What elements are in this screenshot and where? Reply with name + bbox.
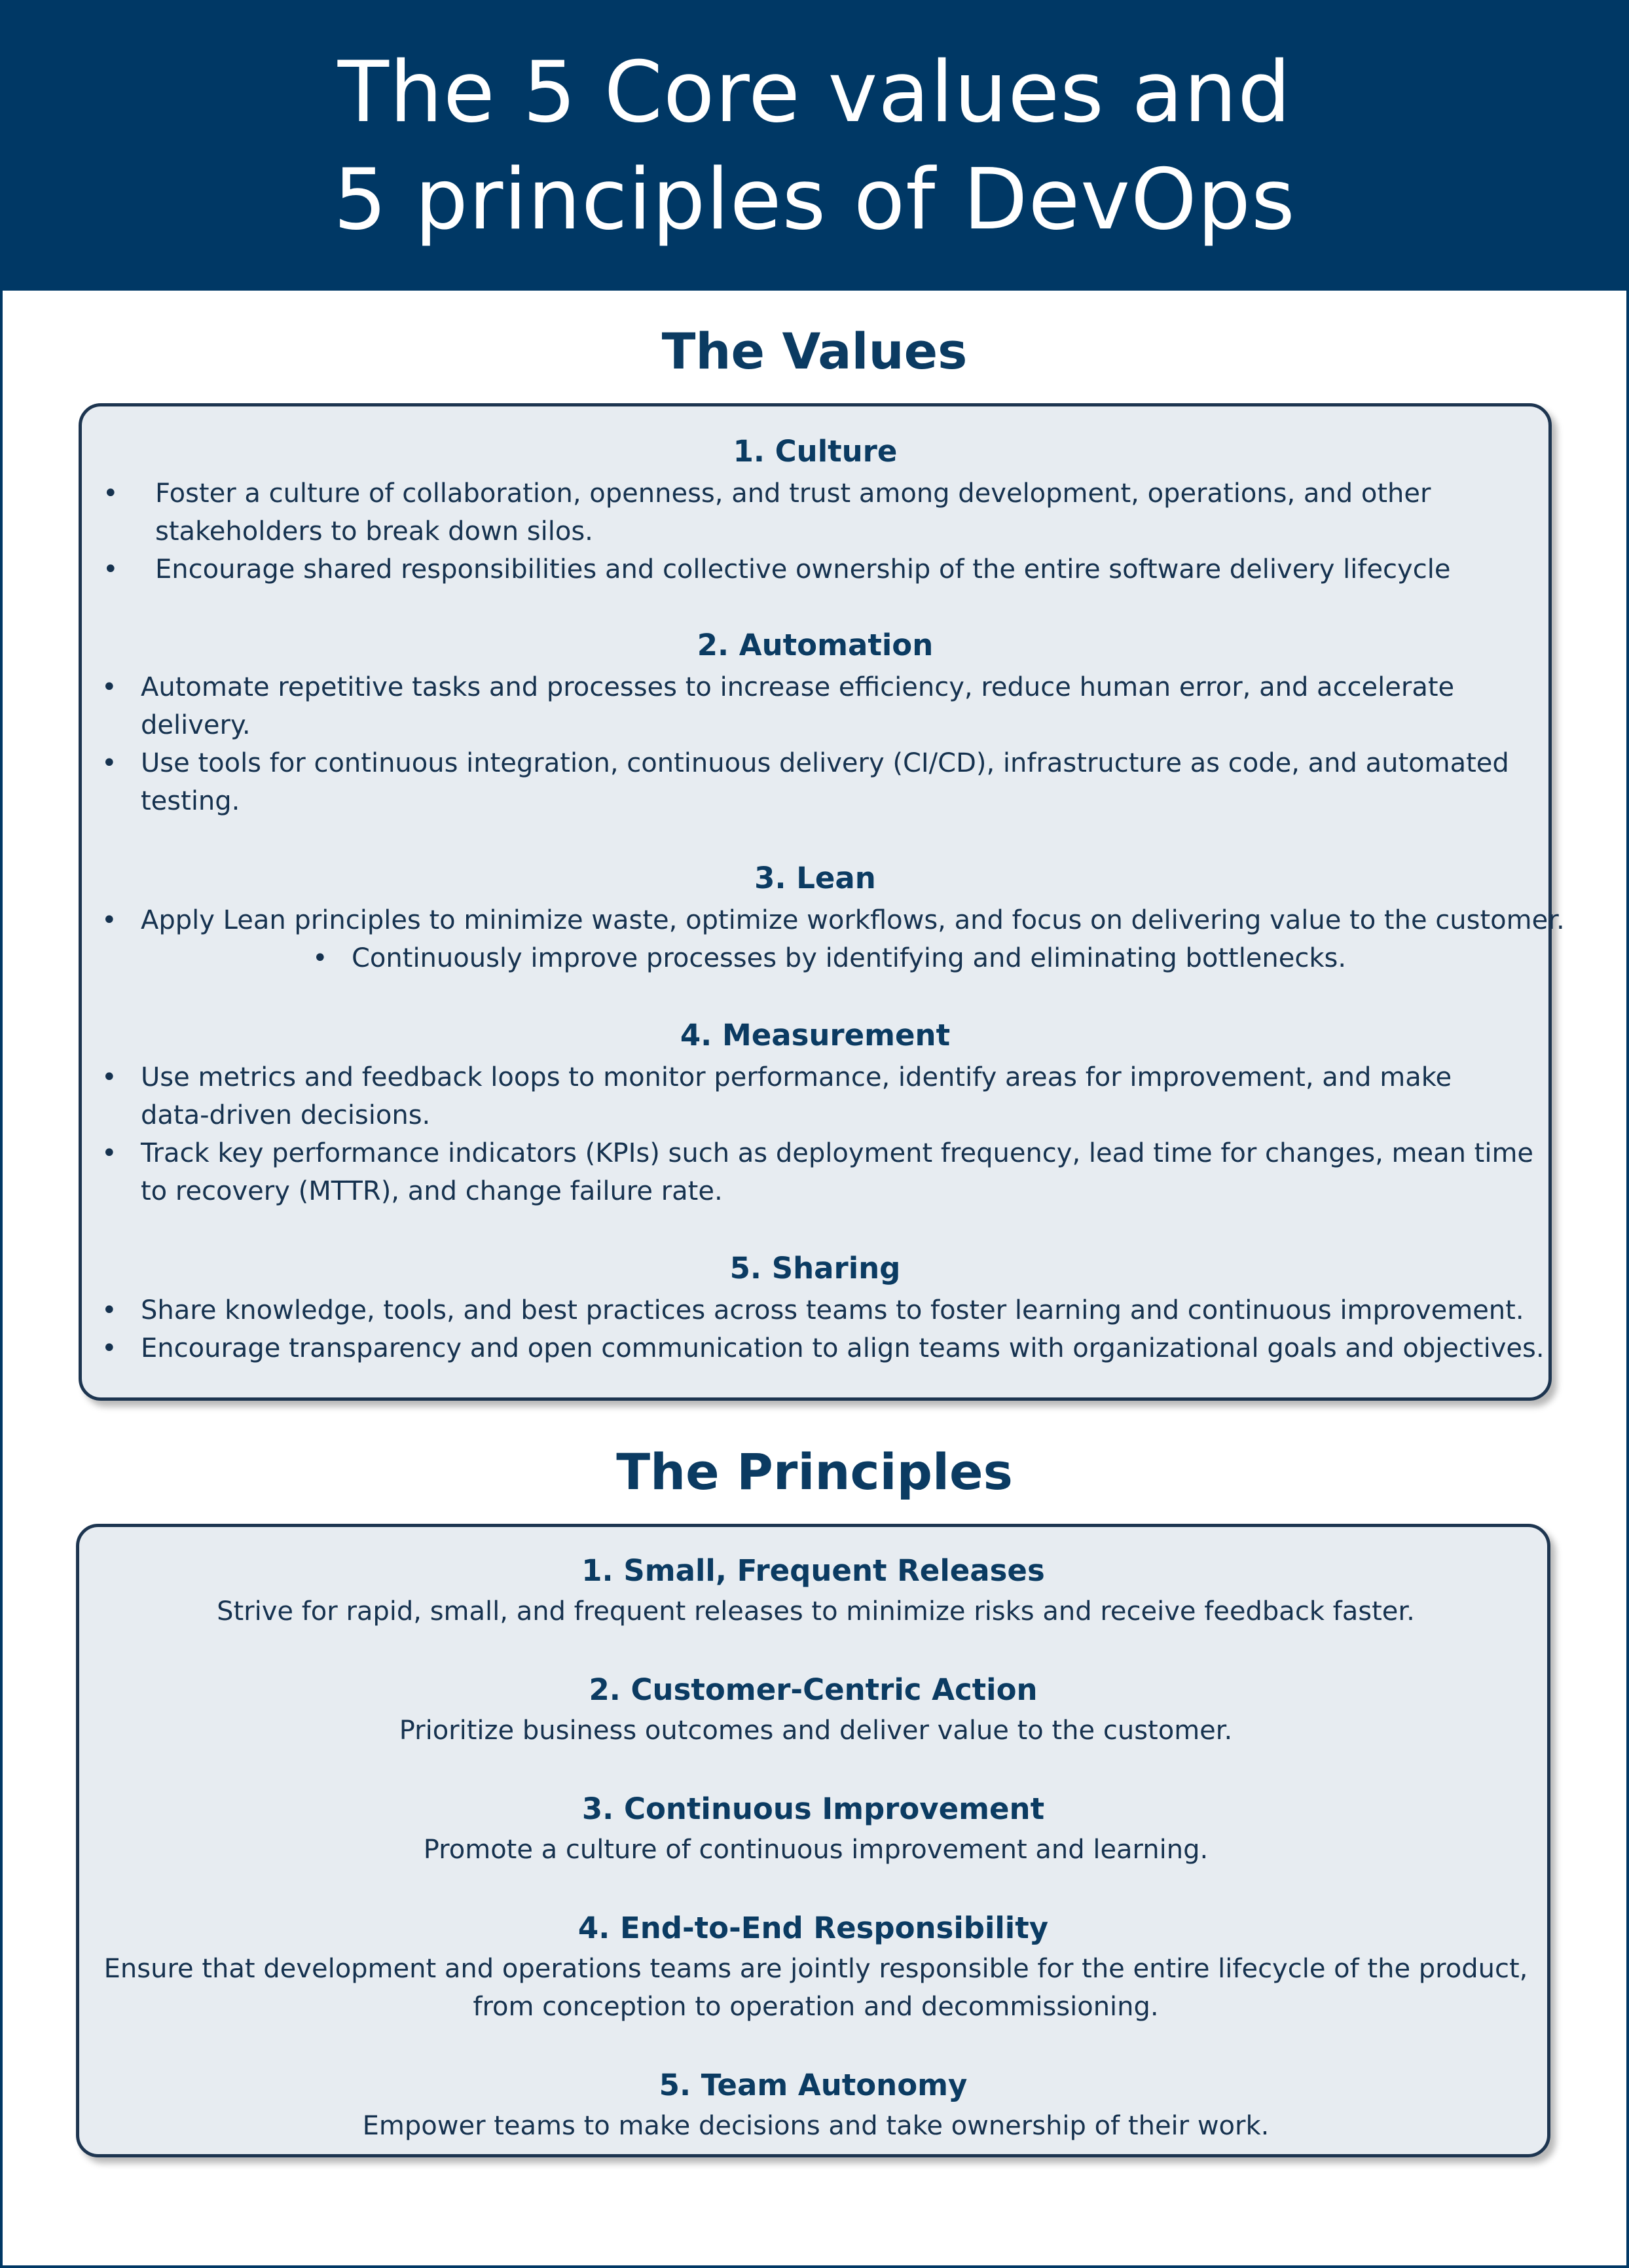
bullet-icon: • [101, 905, 117, 935]
bullet-icon: • [103, 554, 119, 585]
principle-description-continuous-improvement: Promote a culture of continuous improvement and learning. [423, 1835, 1209, 1865]
bullet-icon: • [101, 672, 117, 702]
principle-description-small-frequent-releases: Strive for rapid, small, and frequent releases to minimize risks and receive feedback faster. [217, 1596, 1415, 1627]
bullet-icon: • [101, 1062, 117, 1092]
list-item: • Foster a culture of collaboration, openness, and trust among development, operations, and other stakeholders to break down silos. [82, 475, 1548, 550]
value-bullets-culture [82, 475, 1548, 588]
list-item: • Share knowledge, tools, and best practices across teams to foster learning and continuous improvement. [82, 1291, 1548, 1329]
value-heading-lean: 3. Lean [754, 861, 876, 895]
bullet-icon: • [103, 478, 119, 509]
value-bullets-lean [82, 901, 1565, 977]
bullet-icon: • [101, 1138, 117, 1168]
bullet-icon: • [312, 943, 328, 973]
value-bullets-measurement [82, 1058, 1548, 1210]
list-item: • Encourage shared responsibilities and collective ownership of the entire software delivery lifecycle [82, 550, 1548, 588]
principles-section-title: The Principles [616, 1443, 1013, 1501]
values-section-title: The Values [661, 322, 968, 380]
page-title: The 5 Core values and 5 principles of DevOps [333, 44, 1296, 249]
values-box [79, 403, 1565, 1401]
principle-description-end-to-end-responsibility: Ensure that development and operations teams are jointly responsible for the entire lifecycle of the product, from conception to operation and decommissioning. [103, 1954, 1528, 2022]
list-item: • Continuously improve processes by identifying and eliminating bottlenecks. [82, 939, 1548, 977]
bullet-icon: • [101, 748, 117, 778]
principle-description-team-autonomy: Empower teams to make decisions and take ownership of their work. [362, 2111, 1270, 2141]
principle-heading-customer-centric-action: 2. Customer-Centric Action [589, 1672, 1038, 1707]
list-item: • Encourage transparency and open communication to align teams with organizational goals and objectives. [82, 1329, 1548, 1367]
bullet-icon: • [101, 1333, 117, 1363]
value-heading-sharing: 5. Sharing [729, 1251, 901, 1286]
principle-heading-end-to-end-responsibility: 4. End-to-End Responsibility [577, 1911, 1049, 1945]
value-heading-culture: 1. Culture [733, 434, 898, 469]
header-banner [3, 3, 1626, 291]
value-heading-automation: 2. Automation [697, 628, 934, 662]
principle-heading-continuous-improvement: 3. Continuous Improvement [581, 1791, 1045, 1826]
list-item: • Apply Lean principles to minimize waste, optimize workflows, and focus on delivering value to the customer. [82, 901, 1548, 939]
principle-heading-team-autonomy: 5. Team Autonomy [659, 2068, 968, 2102]
value-bullets-sharing [82, 1291, 1548, 1367]
bullet-icon: • [101, 1295, 117, 1325]
list-item: • Use metrics and feedback loops to monitor performance, identify areas for improvement, and make data-driven decisions. [82, 1058, 1548, 1134]
list-item: • Track key performance indicators (KPIs) such as deployment frequency, lead time for changes, mean time to recovery (MTTR), and change failure rate. [82, 1134, 1548, 1210]
value-bullets-automation [82, 668, 1548, 820]
principles-box [76, 1524, 1550, 2157]
list-item: • Automate repetitive tasks and processes to increase efficiency, reduce human error, and accelerate delivery. [82, 668, 1548, 744]
principle-heading-small-frequent-releases: 1. Small, Frequent Releases [581, 1553, 1045, 1588]
list-item: • Use tools for continuous integration, continuous delivery (CI/CD), infrastructure as code, and automated testing. [82, 744, 1548, 820]
principle-description-customer-centric-action: Prioritize business outcomes and deliver value to the customer. [399, 1716, 1233, 1746]
value-heading-measurement: 4. Measurement [680, 1018, 951, 1053]
